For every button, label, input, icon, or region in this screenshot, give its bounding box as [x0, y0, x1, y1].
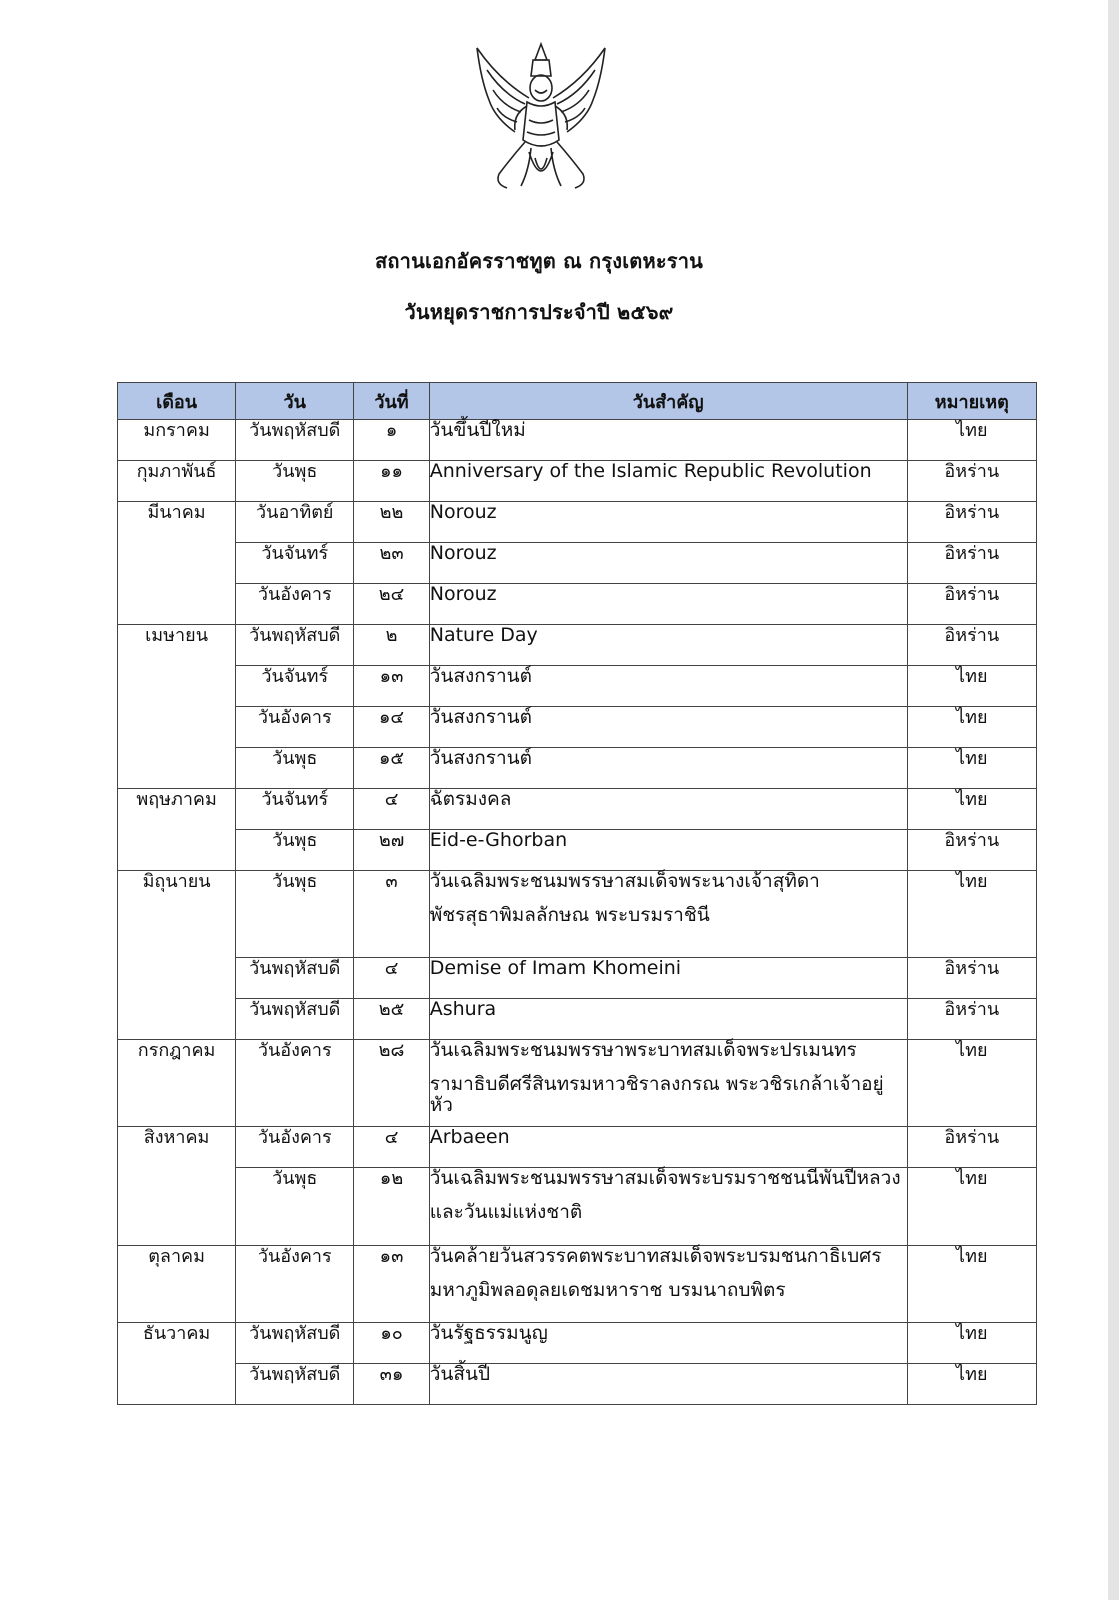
day-cell: วันพฤหัสบดี: [236, 420, 354, 461]
occasion-line-1: วันเฉลิมพระชนมพรรษาสมเด็จพระนางเจ้าสุทิดา: [429, 870, 820, 892]
note-cell: อิหร่าน: [907, 958, 1036, 999]
date-cell: ๔: [354, 1127, 429, 1168]
month-cell: กุมภาพันธ์: [118, 461, 236, 502]
table-row: [118, 748, 1037, 789]
occasion-cell: วันสงกรานต์: [429, 666, 907, 707]
day-cell: วันอังคาร: [236, 584, 354, 625]
table-row: [118, 1168, 1037, 1246]
occasion-cell: Ashura: [429, 999, 907, 1040]
table-row: [118, 958, 1037, 999]
month-cell: [118, 543, 236, 584]
occasion-cell: ฉัตรมงคล: [429, 789, 907, 830]
occasion-cell: Norouz: [429, 502, 907, 543]
occasion-line-2: มหาภูมิพลอดุลยเดชมหาราช บรมนาถบพิตร: [429, 1279, 786, 1301]
date-cell: ๓๑: [354, 1364, 429, 1405]
table-row: [118, 420, 1037, 461]
date-cell: ๑: [354, 420, 429, 461]
day-cell: วันพุธ: [236, 830, 354, 871]
date-cell: ๑๐: [354, 1323, 429, 1364]
table-row: [118, 830, 1037, 871]
day-cell: วันพุธ: [236, 461, 354, 502]
column-header-day: วัน: [236, 383, 354, 420]
date-cell: ๑๑: [354, 461, 429, 502]
occasion-cell: Arbaeen: [429, 1127, 907, 1168]
month-cell: [118, 830, 236, 871]
occasion-cell: Demise of Imam Khomeini: [429, 958, 907, 999]
occasion-cell: Norouz: [429, 584, 907, 625]
month-cell: [118, 958, 236, 999]
holiday-table: [117, 382, 1037, 1405]
column-header-occasion: วันสำคัญ: [429, 383, 907, 420]
note-cell: ไทย: [907, 1168, 1036, 1246]
table-row: [118, 584, 1037, 625]
note-cell: ไทย: [907, 1040, 1036, 1127]
date-cell: ๔: [354, 789, 429, 830]
note-cell: ไทย: [907, 666, 1036, 707]
note-cell: อิหร่าน: [907, 625, 1036, 666]
table-row: [118, 1246, 1037, 1323]
month-cell: [118, 1168, 236, 1246]
occasion-cell: วันสงกรานต์: [429, 707, 907, 748]
day-cell: วันอังคาร: [236, 1246, 354, 1323]
day-cell: วันพุธ: [236, 748, 354, 789]
occasion-cell: Nature Day: [429, 625, 907, 666]
day-cell: วันพฤหัสบดี: [236, 1364, 354, 1405]
date-cell: ๑๕: [354, 748, 429, 789]
date-cell: ๒๒: [354, 502, 429, 543]
day-cell: วันจันทร์: [236, 543, 354, 584]
occasion-cell: [429, 1168, 907, 1246]
day-cell: วันจันทร์: [236, 666, 354, 707]
occasion-line-2: และวันแม่แห่งชาติ: [429, 1201, 583, 1223]
note-cell: ไทย: [907, 1246, 1036, 1323]
occasion-cell: วันสิ้นปี: [429, 1364, 907, 1405]
month-cell: สิงหาคม: [118, 1127, 236, 1168]
occasion-line-1: วันคล้ายวันสวรรคตพระบาทสมเด็จพระบรมชนกาธิเบศร: [429, 1245, 882, 1267]
day-cell: วันพฤหัสบดี: [236, 958, 354, 999]
month-cell: ธันวาคม: [118, 1323, 236, 1364]
note-cell: อิหร่าน: [907, 461, 1036, 502]
day-cell: วันอังคาร: [236, 1040, 354, 1127]
month-cell: [118, 748, 236, 789]
day-cell: วันจันทร์: [236, 789, 354, 830]
day-cell: วันพฤหัสบดี: [236, 1323, 354, 1364]
occasion-line-2: พัชรสุธาพิมลลักษณ พระบรมราชินี: [429, 904, 710, 926]
day-cell: วันอังคาร: [236, 707, 354, 748]
occasion-cell: [429, 1246, 907, 1323]
month-cell: [118, 1364, 236, 1405]
month-cell: กรกฎาคม: [118, 1040, 236, 1127]
occasion-cell: Eid-e-Ghorban: [429, 830, 907, 871]
table-row: [118, 999, 1037, 1040]
table-row: [118, 666, 1037, 707]
occasion-cell: Anniversary of the Islamic Republic Revolution: [429, 461, 907, 502]
occasion-line-2: รามาธิบดีศรีสินทรมหาวชิราลงกรณ พระวชิรเกล้าเจ้าอยู่หัว: [429, 1073, 884, 1116]
month-cell: พฤษภาคม: [118, 789, 236, 830]
month-cell: [118, 584, 236, 625]
note-cell: ไทย: [907, 707, 1036, 748]
note-cell: ไทย: [907, 1323, 1036, 1364]
table-row: [118, 789, 1037, 830]
occasion-line-1: วันเฉลิมพระชนมพรรษาสมเด็จพระบรมราชชนนีพันปีหลวง: [429, 1167, 901, 1189]
day-cell: วันพุธ: [236, 871, 354, 958]
note-cell: ไทย: [907, 1364, 1036, 1405]
day-cell: วันอาทิตย์: [236, 502, 354, 543]
column-header-date: วันที่: [354, 383, 429, 420]
table-row: [118, 1040, 1037, 1127]
column-header-note: หมายเหตุ: [907, 383, 1036, 420]
garuda-emblem-icon: [459, 40, 624, 200]
occasion-cell: [429, 1040, 907, 1127]
occasion-cell: Norouz: [429, 543, 907, 584]
table-row: [118, 625, 1037, 666]
day-cell: วันพฤหัสบดี: [236, 625, 354, 666]
month-cell: เมษายน: [118, 625, 236, 666]
date-cell: ๑๒: [354, 1168, 429, 1246]
date-cell: ๓: [354, 871, 429, 958]
date-cell: ๑๓: [354, 1246, 429, 1323]
date-cell: ๑๔: [354, 707, 429, 748]
embassy-title: สถานเอกอัครราชทูต ณ กรุงเตหะราน: [374, 249, 704, 273]
note-cell: ไทย: [907, 420, 1036, 461]
month-cell: มิถุนายน: [118, 871, 236, 958]
occasion-line-1: วันเฉลิมพระชนมพรรษาพระบาทสมเด็จพระปรเมนทร: [429, 1039, 857, 1061]
note-cell: อิหร่าน: [907, 830, 1036, 871]
occasion-cell: วันขึ้นปีใหม่: [429, 420, 907, 461]
note-cell: อิหร่าน: [907, 543, 1036, 584]
note-cell: ไทย: [907, 748, 1036, 789]
occasion-cell: [429, 871, 907, 958]
day-cell: วันพฤหัสบดี: [236, 999, 354, 1040]
holiday-title: วันหยุดราชการประจำปี ๒๕๖๙: [404, 300, 674, 324]
occasion-cell: วันรัฐธรรมนูญ: [429, 1323, 907, 1364]
table-row: [118, 707, 1037, 748]
note-cell: อิหร่าน: [907, 584, 1036, 625]
note-cell: อิหร่าน: [907, 999, 1036, 1040]
month-cell: มีนาคม: [118, 502, 236, 543]
table-row: [118, 543, 1037, 584]
date-cell: ๒๕: [354, 999, 429, 1040]
table-row: [118, 1127, 1037, 1168]
column-header-month: เดือน: [118, 383, 236, 420]
note-cell: ไทย: [907, 789, 1036, 830]
month-cell: [118, 666, 236, 707]
month-cell: [118, 999, 236, 1040]
month-cell: มกราคม: [118, 420, 236, 461]
month-cell: [118, 707, 236, 748]
day-cell: วันพุธ: [236, 1168, 354, 1246]
date-cell: ๒๔: [354, 584, 429, 625]
table-row: [118, 461, 1037, 502]
date-cell: ๔: [354, 958, 429, 999]
table-row: [118, 502, 1037, 543]
table-row: [118, 1323, 1037, 1364]
date-cell: ๑๓: [354, 666, 429, 707]
table-row: [118, 1364, 1037, 1405]
day-cell: วันอังคาร: [236, 1127, 354, 1168]
date-cell: ๒๓: [354, 543, 429, 584]
table-row: [118, 871, 1037, 958]
note-cell: อิหร่าน: [907, 1127, 1036, 1168]
table-header-row: [118, 383, 1037, 420]
occasion-cell: วันสงกรานต์: [429, 748, 907, 789]
note-cell: อิหร่าน: [907, 502, 1036, 543]
month-cell: ตุลาคม: [118, 1246, 236, 1323]
date-cell: ๒๘: [354, 1040, 429, 1127]
date-cell: ๒: [354, 625, 429, 666]
note-cell: ไทย: [907, 871, 1036, 958]
date-cell: ๒๗: [354, 830, 429, 871]
